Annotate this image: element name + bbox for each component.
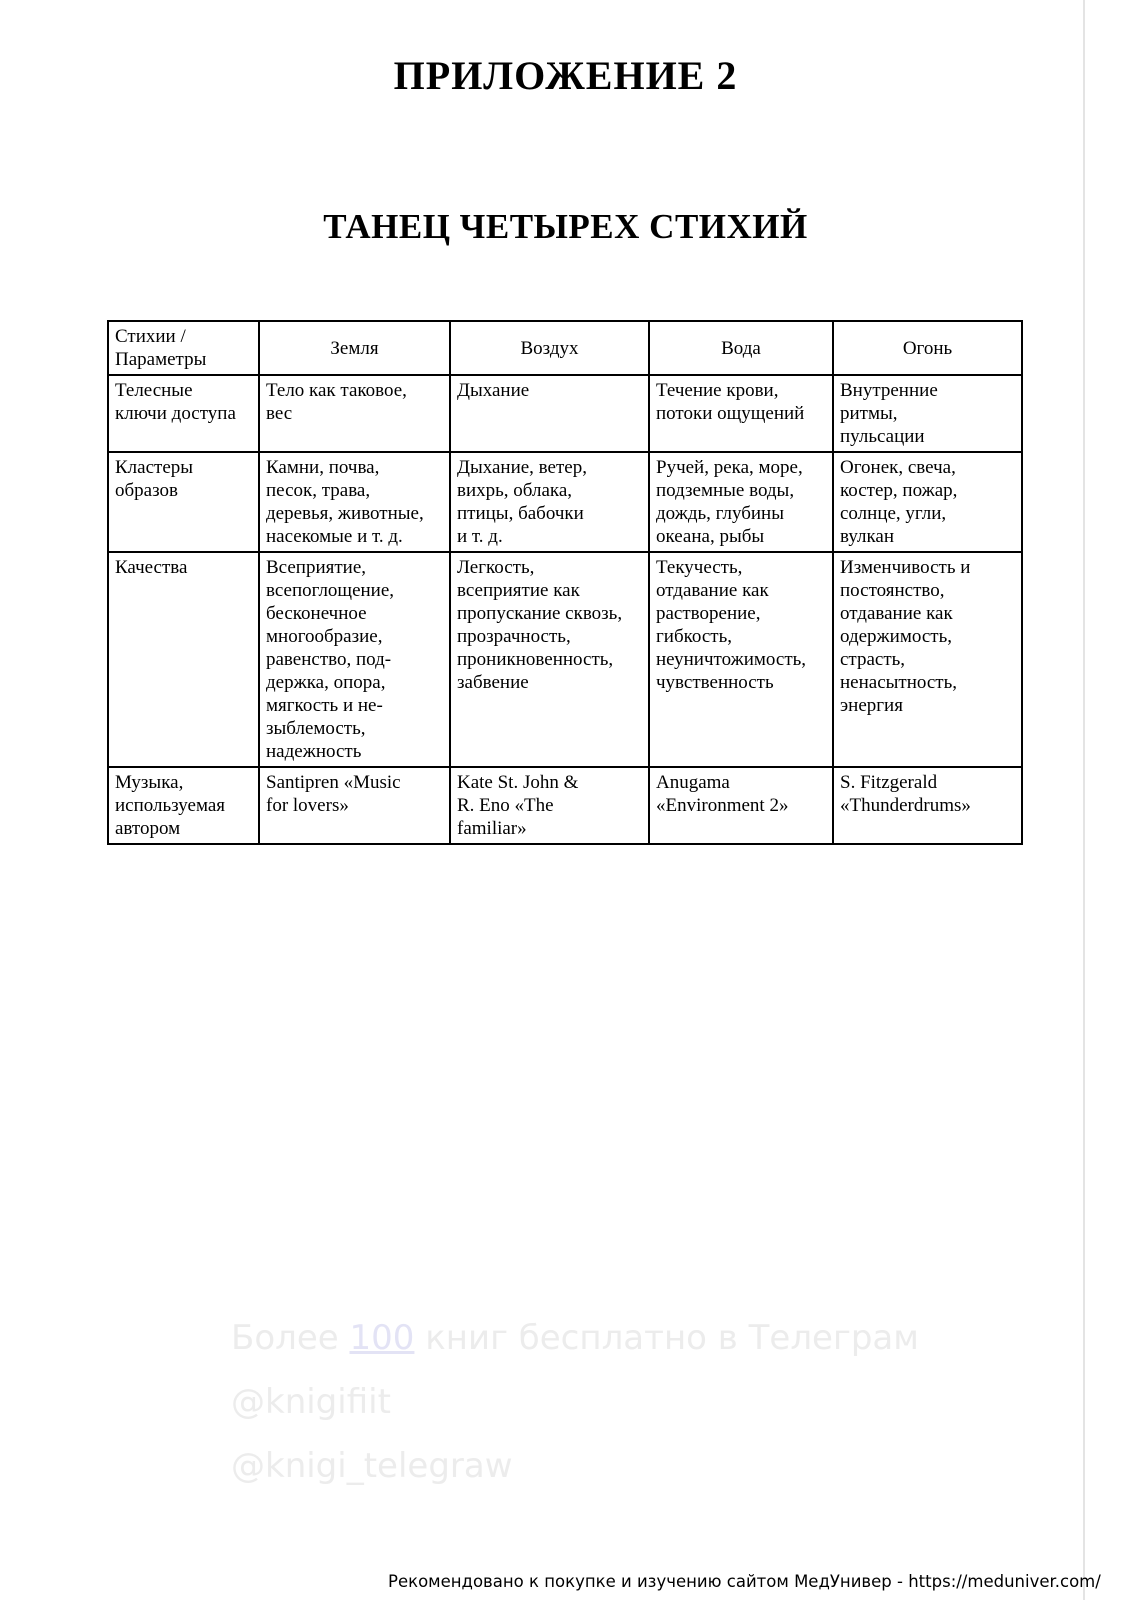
cell-text-line: проникновенность, (457, 649, 614, 670)
cell-text-line: неуничтожимость, (656, 649, 807, 670)
cell-text-line: Дыхание, ветер, (457, 457, 587, 478)
table-cell (259, 452, 450, 552)
cell-text-line: песок, трава, (266, 480, 371, 501)
header-cell-line: Стихии / (115, 326, 186, 347)
table-cell (833, 767, 1022, 844)
table-cell (259, 552, 450, 767)
cell-text-line: вулкан (840, 526, 895, 547)
header-cell-line: Вода (721, 337, 761, 359)
cell-text-line: бесконечное (266, 603, 367, 624)
cell-text-line: многообразие, (266, 626, 383, 647)
cell-text-line: Музыка, (115, 772, 184, 793)
table-cell (450, 452, 649, 552)
cell-text-line: Огонек, свеча, (840, 457, 956, 478)
table-row (108, 767, 1022, 844)
cell-text-line: мягкость и не- (266, 695, 383, 716)
table-cell (649, 767, 833, 844)
table-cell (450, 552, 649, 767)
header-cell-earth (259, 321, 450, 375)
cell-text-line: ритмы, (840, 403, 898, 424)
table-cell (259, 375, 450, 452)
elements-table (107, 320, 1023, 845)
table-cell (649, 552, 833, 767)
cell-text-line: забвение (457, 672, 529, 693)
cell-text-line: R. Eno «The (457, 795, 554, 816)
cell-text-line: солнце, угли, (840, 503, 947, 524)
cell-text-line: отдавание как (840, 603, 953, 624)
row-label-cell (108, 552, 259, 767)
watermark-line-1 (231, 1318, 919, 1358)
row-label-cell (108, 767, 259, 844)
cell-text-line: насекомые и т. д. (266, 526, 403, 547)
cell-text-line: всепоглощение, (266, 580, 395, 601)
cell-text-line: Течение крови, (656, 380, 779, 401)
table-row (108, 375, 1022, 452)
row-label-cell (108, 375, 259, 452)
cell-text-line: familiar» (457, 818, 527, 839)
cell-text-line: Камни, почва, (266, 457, 380, 478)
cell-text-line: держка, опора, (266, 672, 386, 693)
cell-text-line: Легкость, (457, 557, 535, 578)
cell-text-line: дождь, глубины (656, 503, 784, 524)
cell-text-line: ненасытность, (840, 672, 957, 693)
header-cell-water (649, 321, 833, 375)
cell-text-line: пропускание сквозь, (457, 603, 623, 624)
header-cell-line: Воздух (520, 337, 579, 359)
watermark-number: 100 (349, 1318, 415, 1358)
cell-text-line: for lovers» (266, 795, 349, 816)
table-cell (259, 767, 450, 844)
table-cell (833, 452, 1022, 552)
cell-text-line: надежность (266, 741, 362, 762)
table-cell (833, 375, 1022, 452)
cell-text-line: деревья, животные, (266, 503, 424, 524)
cell-text-line: костер, пожар, (840, 480, 958, 501)
cell-text-line: равенство, под- (266, 649, 392, 670)
cell-text-line: «Environment 2» (656, 795, 789, 816)
cell-text-line: вес (266, 403, 293, 424)
cell-text-line: образов (115, 480, 178, 501)
cell-text-line: «Thunderdrums» (840, 795, 971, 816)
table-cell (649, 452, 833, 552)
footer-recommendation: Рекомендовано к покупке и изучению сайтом МедУнивер - https://meduniver.com/ (388, 1572, 1101, 1591)
header-cell-line: Параметры (115, 349, 207, 370)
table-header-row (108, 321, 1022, 375)
cell-text-line: Изменчивость и (840, 557, 971, 578)
cell-text-line: подземные воды, (656, 480, 795, 501)
table-cell (649, 375, 833, 452)
cell-text-line: Качества (115, 557, 188, 578)
table-row (108, 552, 1022, 767)
cell-text-line: одержимость, (840, 626, 952, 647)
appendix-heading: ПРИЛОЖЕНИЕ 2 (393, 53, 738, 98)
cell-text-line: и т. д. (457, 526, 503, 547)
cell-text-line: Всеприятие, (266, 557, 367, 578)
table-cell (450, 375, 649, 452)
cell-text-line: отдавание как (656, 580, 769, 601)
cell-text-line: Внутренние (840, 380, 938, 401)
table-cell (450, 767, 649, 844)
watermark-text-before: Более (231, 1318, 350, 1358)
cell-text-line: Телесные (115, 380, 193, 401)
header-cell-parameters (108, 321, 259, 375)
cell-text-line: чувственность (656, 672, 774, 693)
cell-text-line: Kate St. John & (457, 772, 579, 793)
cell-text-line: растворение, (656, 603, 761, 624)
cell-text-line: Тело как таковое, (266, 380, 407, 401)
table-cell (833, 552, 1022, 767)
watermark-line-3: @knigi_telegraw (231, 1446, 513, 1486)
cell-text-line: океана, рыбы (656, 526, 765, 547)
cell-text-line: птицы, бабочки (457, 503, 584, 524)
cell-text-line: гибкость, (656, 626, 733, 647)
cell-text-line: постоянство, (840, 580, 945, 601)
watermark-line-2: @knigifiit (231, 1382, 391, 1422)
header-cell-line: Огонь (902, 337, 953, 359)
table-body (108, 375, 1022, 844)
cell-text-line: Santipren «Music (266, 772, 401, 793)
table-row (108, 452, 1022, 552)
cell-text-line: S. Fitzgerald (840, 772, 938, 793)
cell-text-line: Текучесть, (656, 557, 743, 578)
cell-text-line: ключи доступа (115, 403, 236, 424)
cell-text-line: энергия (840, 695, 903, 716)
cell-text-line: используемая (115, 795, 226, 816)
watermark-text-after: книг бесплатно в Телеграм (414, 1318, 919, 1358)
cell-text-line: зыблемость, (266, 718, 366, 739)
cell-text-line: автором (115, 818, 181, 839)
cell-text-line: Ручей, река, море, (656, 457, 803, 478)
cell-text-line: пульсации (840, 426, 925, 447)
header-cell-line: Земля (330, 337, 379, 359)
cell-text-line: вихрь, облака, (457, 480, 573, 501)
cell-text-line: потоки ощущений (656, 403, 805, 424)
header-cell-air (450, 321, 649, 375)
cell-text-line: Anugama (656, 772, 730, 793)
row-label-cell (108, 452, 259, 552)
cell-text-line: прозрачность, (457, 626, 571, 647)
cell-text-line: страсть, (840, 649, 906, 670)
cell-text-line: Кластеры (115, 457, 194, 478)
document-title: ТАНЕЦ ЧЕТЫРЕХ СТИХИЙ (323, 207, 808, 246)
cell-text-line: всеприятие как (457, 580, 580, 601)
header-cell-fire (833, 321, 1022, 375)
cell-text-line: Дыхание (457, 380, 530, 401)
